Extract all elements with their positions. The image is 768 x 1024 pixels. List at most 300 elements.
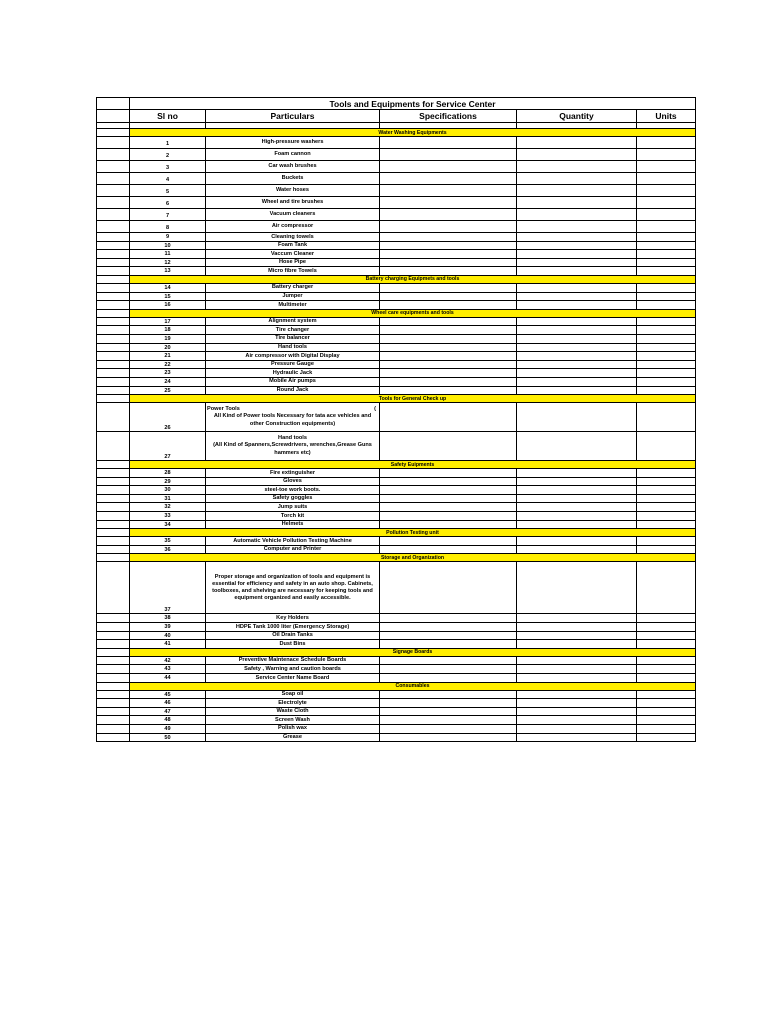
sl-no-cell: 19: [130, 334, 206, 343]
quantity-cell[interactable]: [517, 258, 637, 267]
specifications-cell[interactable]: [380, 674, 517, 683]
section-row: [97, 682, 696, 690]
specifications-cell[interactable]: [380, 386, 517, 395]
table-row: [97, 674, 696, 683]
specifications-cell[interactable]: [380, 283, 517, 292]
specifications-cell[interactable]: [380, 241, 517, 250]
units-cell[interactable]: [637, 537, 696, 546]
table-row: [97, 209, 696, 221]
particulars-cell: [206, 403, 380, 432]
table-row: [97, 250, 696, 259]
sl-no-cell: 21: [130, 352, 206, 361]
units-cell[interactable]: [637, 512, 696, 521]
units-cell[interactable]: [637, 317, 696, 326]
quantity-cell[interactable]: [517, 173, 637, 185]
specifications-cell[interactable]: [380, 301, 517, 310]
units-cell[interactable]: [637, 283, 696, 292]
sl-no-cell: 17: [130, 317, 206, 326]
sl-no-cell: 14: [130, 283, 206, 292]
specifications-cell[interactable]: [380, 494, 517, 503]
units-cell[interactable]: [637, 494, 696, 503]
quantity-cell[interactable]: [517, 469, 637, 478]
particulars-cell: Foam Tank: [206, 241, 380, 250]
particulars-cell: Service Center Name Board: [206, 674, 380, 683]
specifications-cell[interactable]: [380, 352, 517, 361]
quantity-cell[interactable]: [517, 716, 637, 725]
units-cell[interactable]: [637, 241, 696, 250]
specifications-cell[interactable]: [380, 512, 517, 521]
particulars-cell: Hand tools: [206, 343, 380, 352]
quantity-cell[interactable]: [517, 317, 637, 326]
sl-no-cell: 33: [130, 512, 206, 521]
table-row: [97, 656, 696, 665]
units-cell[interactable]: [637, 640, 696, 649]
table-row: [97, 699, 696, 708]
quantity-cell[interactable]: [517, 403, 637, 432]
quantity-cell[interactable]: [517, 326, 637, 335]
quantity-cell[interactable]: [517, 161, 637, 173]
particulars-line: Proper storage and organization of tools and equipment is: [214, 573, 371, 580]
units-cell[interactable]: [637, 520, 696, 529]
quantity-cell[interactable]: [517, 369, 637, 378]
quantity-cell[interactable]: [517, 631, 637, 640]
specifications-cell[interactable]: [380, 233, 517, 242]
sl-no-cell: 10: [130, 241, 206, 250]
quantity-cell[interactable]: [517, 221, 637, 233]
particulars-cell: [206, 432, 380, 461]
specifications-cell[interactable]: [380, 209, 517, 221]
quantity-cell[interactable]: [517, 477, 637, 486]
table-row: [97, 241, 696, 250]
particulars-cell: Wheel and tire brushes: [206, 197, 380, 209]
table-row: [97, 716, 696, 725]
particulars-cell: Micro fibre Towels: [206, 267, 380, 276]
particulars-cell: Safety , Warning and caution boards: [206, 665, 380, 674]
section-row: [97, 554, 696, 562]
quantity-cell[interactable]: [517, 690, 637, 699]
quantity-cell[interactable]: [517, 545, 637, 554]
sl-no-cell: 34: [130, 520, 206, 529]
specifications-cell[interactable]: [380, 545, 517, 554]
particulars-cell: Hose Pipe: [206, 258, 380, 267]
quantity-cell[interactable]: [517, 360, 637, 369]
specifications-cell[interactable]: [380, 161, 517, 173]
section-title: Pollution Testing unit: [130, 529, 696, 537]
section-title: Water Washing Equipments: [130, 129, 696, 137]
units-cell[interactable]: [637, 258, 696, 267]
quantity-cell[interactable]: [517, 562, 637, 614]
particulars-cell: Gloves: [206, 477, 380, 486]
quantity-cell[interactable]: [517, 209, 637, 221]
table-row: [97, 221, 696, 233]
particulars-cell: Round Jack: [206, 386, 380, 395]
table-row: [97, 352, 696, 361]
table-row: [97, 520, 696, 529]
sl-no-cell: 12: [130, 258, 206, 267]
quantity-cell[interactable]: [517, 724, 637, 733]
units-cell[interactable]: [637, 631, 696, 640]
sl-no-cell: 22: [130, 360, 206, 369]
quantity-cell[interactable]: [517, 614, 637, 623]
specifications-cell[interactable]: [380, 724, 517, 733]
sl-no-cell: 49: [130, 724, 206, 733]
table-row: [97, 631, 696, 640]
section-row: [97, 529, 696, 537]
table-row: [97, 233, 696, 242]
table-row: [97, 733, 696, 742]
units-cell[interactable]: [637, 503, 696, 512]
units-cell[interactable]: [637, 656, 696, 665]
specifications-cell[interactable]: [380, 432, 517, 461]
table-row: [97, 343, 696, 352]
table-row: [97, 614, 696, 623]
particulars-cell: Electrolyte: [206, 699, 380, 708]
section-row: [97, 461, 696, 469]
particulars-line: (All Kind of Spanners,Screwdrivers, wrenches,Grease Guns: [213, 442, 372, 449]
equipment-table: [96, 97, 696, 742]
particulars-cell: Alignment system: [206, 317, 380, 326]
sl-no-cell: 25: [130, 386, 206, 395]
particulars-cell: Buckets: [206, 173, 380, 185]
quantity-cell[interactable]: [517, 665, 637, 674]
header-particulars: Particulars: [206, 110, 380, 123]
sl-no-cell: 31: [130, 494, 206, 503]
table-row: [97, 161, 696, 173]
quantity-cell[interactable]: [517, 623, 637, 632]
particulars-cell: Cleaning towels: [206, 233, 380, 242]
units-cell[interactable]: [637, 292, 696, 301]
particulars-cell: Torch kit: [206, 512, 380, 521]
particulars-line: essential for efficiency and safety in an auto shop. Cabinets,: [212, 580, 373, 587]
sl-no-cell: 38: [130, 614, 206, 623]
specifications-cell[interactable]: [380, 326, 517, 335]
specifications-cell[interactable]: [380, 707, 517, 716]
section-title: Signage Boards: [130, 648, 696, 656]
specifications-cell[interactable]: [380, 640, 517, 649]
specifications-cell[interactable]: [380, 656, 517, 665]
specifications-cell[interactable]: [380, 699, 517, 708]
particulars-cell: Computer and Printer: [206, 545, 380, 554]
specifications-cell[interactable]: [380, 197, 517, 209]
sl-no-cell: 45: [130, 690, 206, 699]
specifications-cell[interactable]: [380, 267, 517, 276]
specifications-cell[interactable]: [380, 137, 517, 149]
specifications-cell[interactable]: [380, 173, 517, 185]
particulars-cell: HDPE Tank 1000 liter (Emergency Storage): [206, 623, 380, 632]
units-cell[interactable]: [637, 221, 696, 233]
quantity-cell[interactable]: [517, 197, 637, 209]
sl-no-cell: 32: [130, 503, 206, 512]
units-cell[interactable]: [637, 233, 696, 242]
specifications-cell[interactable]: [380, 403, 517, 432]
table-row: [97, 283, 696, 292]
header-specifications: Specifications: [380, 110, 517, 123]
units-cell[interactable]: [637, 185, 696, 197]
units-cell[interactable]: [637, 674, 696, 683]
specifications-cell[interactable]: [380, 614, 517, 623]
units-cell[interactable]: [637, 386, 696, 395]
units-cell[interactable]: [637, 352, 696, 361]
units-cell[interactable]: [637, 707, 696, 716]
quantity-cell[interactable]: [517, 352, 637, 361]
specifications-cell[interactable]: [380, 469, 517, 478]
quantity-cell[interactable]: [517, 733, 637, 742]
quantity-cell[interactable]: [517, 503, 637, 512]
particulars-cell: Oil Drain Tanks: [206, 631, 380, 640]
specifications-cell[interactable]: [380, 343, 517, 352]
units-cell[interactable]: [637, 137, 696, 149]
quantity-cell[interactable]: [517, 674, 637, 683]
table-row: [97, 403, 696, 432]
units-cell[interactable]: [637, 614, 696, 623]
section-title: Storage and Organization: [130, 554, 696, 562]
quantity-cell[interactable]: [517, 520, 637, 529]
particulars-line: other Construction equipments): [249, 420, 336, 427]
sl-no-cell: 50: [130, 733, 206, 742]
sl-no-cell: 6: [130, 197, 206, 209]
particulars-cell: steel-toe work boots.: [206, 486, 380, 495]
sl-no-cell: 46: [130, 699, 206, 708]
particulars-cell: Dust Bins: [206, 640, 380, 649]
particulars-cell: Preventive Maintenace Schedule Boards: [206, 656, 380, 665]
sl-no-cell: 48: [130, 716, 206, 725]
quantity-cell[interactable]: [517, 334, 637, 343]
specifications-cell[interactable]: [380, 486, 517, 495]
particulars-cell: Car wash brushes: [206, 161, 380, 173]
particulars-cell: Multimeter: [206, 301, 380, 310]
table-row: [97, 185, 696, 197]
specifications-cell[interactable]: [380, 377, 517, 386]
table-row: [97, 494, 696, 503]
quantity-cell[interactable]: [517, 267, 637, 276]
units-cell[interactable]: [637, 149, 696, 161]
sl-no-cell: 1: [130, 137, 206, 149]
sl-no-cell: 16: [130, 301, 206, 310]
quantity-cell[interactable]: [517, 494, 637, 503]
quantity-cell[interactable]: [517, 699, 637, 708]
specifications-cell[interactable]: [380, 477, 517, 486]
quantity-cell[interactable]: [517, 292, 637, 301]
units-cell[interactable]: [637, 665, 696, 674]
quantity-cell[interactable]: [517, 250, 637, 259]
particulars-cell: Vacuum cleaners: [206, 209, 380, 221]
particulars-cell: Tire changer: [206, 326, 380, 335]
specifications-cell[interactable]: [380, 360, 517, 369]
units-cell[interactable]: [637, 690, 696, 699]
units-cell[interactable]: [637, 486, 696, 495]
particulars-cell: Safety goggles: [206, 494, 380, 503]
quantity-cell[interactable]: [517, 233, 637, 242]
particulars-cell: Foam cannon: [206, 149, 380, 161]
units-cell[interactable]: [637, 403, 696, 432]
particulars-cell: [206, 562, 380, 614]
sl-no-cell: 39: [130, 623, 206, 632]
quantity-cell[interactable]: [517, 185, 637, 197]
table-row: [97, 432, 696, 461]
quantity-cell[interactable]: [517, 137, 637, 149]
sl-no-cell: 40: [130, 631, 206, 640]
quantity-cell[interactable]: [517, 377, 637, 386]
section-title: Wheel care equipments and tools: [130, 309, 696, 317]
units-cell[interactable]: [637, 477, 696, 486]
quantity-cell[interactable]: [517, 640, 637, 649]
sl-no-cell: 30: [130, 486, 206, 495]
quantity-cell[interactable]: [517, 149, 637, 161]
specifications-cell[interactable]: [380, 520, 517, 529]
quantity-cell[interactable]: [517, 283, 637, 292]
table-row: [97, 512, 696, 521]
particulars-cell: Water hoses: [206, 185, 380, 197]
specifications-cell[interactable]: [380, 250, 517, 259]
particulars-cell: Vaccum Cleaner: [206, 250, 380, 259]
sl-no-cell: 43: [130, 665, 206, 674]
quantity-cell[interactable]: [517, 707, 637, 716]
quantity-cell[interactable]: [517, 343, 637, 352]
units-cell[interactable]: [637, 267, 696, 276]
sl-no-cell: 23: [130, 369, 206, 378]
units-cell[interactable]: [637, 343, 696, 352]
specifications-cell[interactable]: [380, 716, 517, 725]
section-row: [97, 648, 696, 656]
particulars-cell: Hydraulic Jack: [206, 369, 380, 378]
table-row: [97, 267, 696, 276]
table-row: [97, 623, 696, 632]
table-row: [97, 258, 696, 267]
table-row: [97, 469, 696, 478]
table-row: [97, 301, 696, 310]
sl-no-cell: 15: [130, 292, 206, 301]
specifications-cell[interactable]: [380, 631, 517, 640]
header-sl-no: Sl no: [130, 110, 206, 123]
units-cell[interactable]: [637, 545, 696, 554]
units-cell[interactable]: [637, 161, 696, 173]
table-row: [97, 326, 696, 335]
units-cell[interactable]: [637, 334, 696, 343]
units-cell[interactable]: [637, 716, 696, 725]
units-cell[interactable]: [637, 369, 696, 378]
table-row: [97, 724, 696, 733]
particulars-line: equipment organized and easily accessible.: [234, 595, 351, 602]
sl-no-cell: 18: [130, 326, 206, 335]
particulars-cell: Air compressor with Digital Display: [206, 352, 380, 361]
specifications-cell[interactable]: [380, 317, 517, 326]
table-row: [97, 137, 696, 149]
table-row: [97, 292, 696, 301]
sl-no-cell: 29: [130, 477, 206, 486]
quantity-cell[interactable]: [517, 432, 637, 461]
units-cell[interactable]: [637, 432, 696, 461]
specifications-cell[interactable]: [380, 733, 517, 742]
specifications-cell[interactable]: [380, 562, 517, 614]
quantity-cell[interactable]: [517, 486, 637, 495]
specifications-cell[interactable]: [380, 537, 517, 546]
particulars-line: hammers etc): [274, 449, 311, 456]
specifications-cell[interactable]: [380, 503, 517, 512]
section-title: Safety Euipments: [130, 461, 696, 469]
specifications-cell[interactable]: [380, 258, 517, 267]
quantity-cell[interactable]: [517, 241, 637, 250]
section-title: Consumables: [130, 682, 696, 690]
particulars-cell: Mobile Air pumps: [206, 377, 380, 386]
particulars-cell: Soap oil: [206, 690, 380, 699]
table-row: [97, 173, 696, 185]
units-cell[interactable]: [637, 562, 696, 614]
units-cell[interactable]: [637, 250, 696, 259]
units-cell[interactable]: [637, 377, 696, 386]
sl-no-cell: 13: [130, 267, 206, 276]
table-row: [97, 149, 696, 161]
units-cell[interactable]: [637, 173, 696, 185]
particulars-cell: Key Holders: [206, 614, 380, 623]
sl-no-cell: 41: [130, 640, 206, 649]
table-row: [97, 665, 696, 674]
particulars-cell: Pressure Gauge: [206, 360, 380, 369]
specifications-cell[interactable]: [380, 334, 517, 343]
section-row: [97, 129, 696, 137]
specifications-cell[interactable]: [380, 690, 517, 699]
units-cell[interactable]: [637, 733, 696, 742]
sl-no-cell: 20: [130, 343, 206, 352]
specifications-cell[interactable]: [380, 369, 517, 378]
table-row: [97, 690, 696, 699]
specifications-cell[interactable]: [380, 185, 517, 197]
table-body: [97, 98, 696, 742]
units-cell[interactable]: [637, 469, 696, 478]
units-cell[interactable]: [637, 209, 696, 221]
particulars-cell: Air compressor: [206, 221, 380, 233]
units-cell[interactable]: [637, 699, 696, 708]
quantity-cell[interactable]: [517, 386, 637, 395]
sl-no-cell: 27: [130, 432, 206, 461]
sl-no-cell: 42: [130, 656, 206, 665]
sl-no-cell: 35: [130, 537, 206, 546]
table-row: [97, 386, 696, 395]
table-row: [97, 545, 696, 554]
header-units: Units: [637, 110, 696, 123]
sl-no-cell: 7: [130, 209, 206, 221]
sl-no-cell: 4: [130, 173, 206, 185]
section-title: Tools for General Check up: [130, 395, 696, 403]
particulars-line: toolboxes, and shelving are necessary for keeping tools and: [212, 587, 373, 594]
units-cell[interactable]: [637, 724, 696, 733]
particulars-line: Power Tools: [207, 406, 240, 413]
quantity-cell[interactable]: [517, 656, 637, 665]
units-cell[interactable]: [637, 197, 696, 209]
quantity-cell[interactable]: [517, 301, 637, 310]
particulars-line: Hand tools: [278, 435, 307, 442]
table-row: [97, 334, 696, 343]
units-cell[interactable]: [637, 326, 696, 335]
units-cell[interactable]: [637, 360, 696, 369]
table-row: [97, 537, 696, 546]
sl-no-cell: 11: [130, 250, 206, 259]
quantity-cell[interactable]: [517, 537, 637, 546]
specifications-cell[interactable]: [380, 665, 517, 674]
particulars-cell: Polish wax: [206, 724, 380, 733]
quantity-cell[interactable]: [517, 512, 637, 521]
particulars-cell: Battery charger: [206, 283, 380, 292]
specifications-cell[interactable]: [380, 221, 517, 233]
units-cell[interactable]: [637, 301, 696, 310]
particulars-cell: Jumper: [206, 292, 380, 301]
specifications-cell[interactable]: [380, 149, 517, 161]
sl-no-cell: 28: [130, 469, 206, 478]
specifications-cell[interactable]: [380, 623, 517, 632]
specifications-cell[interactable]: [380, 292, 517, 301]
particulars-suffix: (: [374, 406, 376, 413]
units-cell[interactable]: [637, 623, 696, 632]
sl-no-cell: 5: [130, 185, 206, 197]
